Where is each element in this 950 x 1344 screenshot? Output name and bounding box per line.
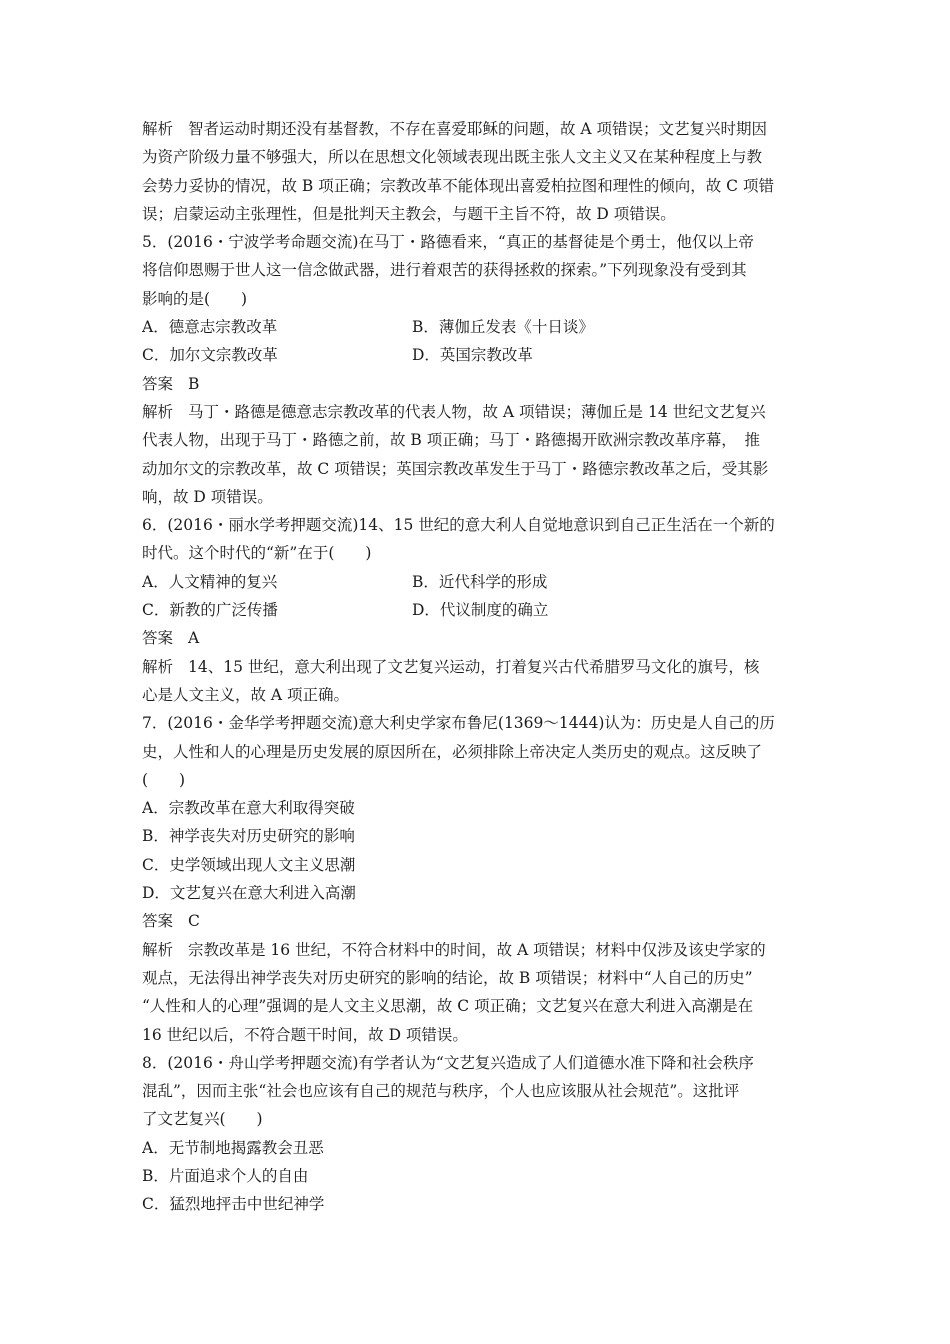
explanation-line: 16 世纪以后，不符合题干时间，故 D 项错误。 (142, 1025, 468, 1044)
option-b: B．神学丧失对历史研究的影响 (142, 827, 355, 846)
option-a: A．德意志宗教改革 (142, 318, 278, 337)
question-5-stem: 影响的是( ) (142, 289, 248, 308)
question-5-stem: 将信仰恩赐于世人这一信念做武器，进行着艰苦的获得拯救的探索。”下列现象没有受到其 (142, 261, 747, 280)
explanation-line: 解析 马丁・路德是德意志宗教改革的代表人物，故 A 项错误；薄伽丘是 14 世纪文艺复兴 (142, 398, 812, 426)
question-5-stem: 5．(2016・宁波学考命题交流)在马丁・路德看来，“真正的基督徒是个勇士，他仅以上帝 (142, 233, 754, 252)
explanation-line: 会势力妥协的情况，故 B 项正确；宗教改革不能体现出喜爱柏拉图和理性的倾向，故 C 项错 (142, 176, 774, 195)
answer-label: 答案 (142, 374, 174, 393)
explanation-label: 解析 (142, 402, 174, 421)
explanation-line: 误；启蒙运动主张理性，但是批判天主教会，与题干主旨不符，故 D 项错误。 (142, 204, 676, 223)
explanation-line: 响，故 D 项错误。 (142, 487, 273, 506)
option-d: D．代议制度的确立 (412, 601, 549, 620)
explanation-line: 代表人物，出现于马丁・路德之前，故 B 项正确；马丁・路德揭开欧洲宗教改革序幕， 推 (142, 431, 760, 450)
question-8-stem: 混乱”，因而主张“社会也应该有自己的规范与秩序，个人也应该服从社会规范”。这批评 (142, 1082, 740, 1101)
explanation-line: 解析 宗教改革是 16 世纪，不符合材料中的时间，故 A 项错误；材料中仅涉及该史学家的 (142, 936, 812, 964)
explanation-line: 心是人文主义，故 A 项正确。 (142, 685, 350, 704)
answer-line (142, 907, 812, 935)
question-5-options-row (142, 341, 812, 369)
option-c: C．加尔文宗教改革 (142, 346, 278, 365)
document-page (142, 115, 812, 1219)
explanation-line: 解析 智者运动时期还没有基督教，不存在喜爱耶稣的问题，故 A 项错误；文艺复兴时期因 (142, 115, 812, 143)
option-b: B．片面追求个人的自由 (142, 1166, 309, 1185)
option-b: B．近代科学的形成 (412, 572, 548, 591)
question-8-stem: 了文艺复兴( ) (142, 1110, 263, 1129)
explanation-line: 解析 14、15 世纪，意大利出现了文艺复兴运动，打着复兴古代希腊罗马文化的旗号，核 (142, 653, 812, 681)
answer-line (142, 624, 812, 652)
answer-label: 答案 (142, 629, 174, 648)
question-8-stem: 8．(2016・舟山学考押题交流)有学者认为“文艺复兴造成了人们道德水准下降和社会秩序 (142, 1053, 754, 1072)
answer-line (142, 370, 812, 398)
option-c: C．新教的广泛传播 (142, 601, 278, 620)
option-a: A．人文精神的复兴 (142, 572, 278, 591)
question-6-options-row (142, 568, 812, 596)
explanation-label: 解析 (142, 657, 174, 676)
option-d: D．文艺复兴在意大利进入高潮 (142, 884, 356, 903)
answer-value: C (188, 912, 200, 931)
question-5-options-row (142, 313, 812, 341)
option-b: B．薄伽丘发表《十日谈》 (412, 318, 594, 337)
explanation-line: 动加尔文的宗教改革，故 C 项错误；英国宗教改革发生于马丁・路德宗教改革之后，受其影 (142, 459, 769, 478)
option-a: A．宗教改革在意大利取得突破 (142, 799, 355, 818)
answer-label: 答案 (142, 912, 174, 931)
answer-value: A (188, 629, 200, 648)
option-c: C．猛烈地抨击中世纪神学 (142, 1195, 325, 1214)
answer-value: B (188, 374, 200, 393)
explanation-line: “人性和人的心理”强调的是人文主义思潮，故 C 项正确；文艺复兴在意大利进入高潮是在 (142, 997, 754, 1016)
question-7-stem: ( ) (142, 770, 186, 789)
explanation-line: 观点，无法得出神学丧失对历史研究的影响的结论，故 B 项错误；材料中“人自己的历史” (142, 968, 753, 987)
question-6-stem: 时代。这个时代的“新”在于( ) (142, 544, 372, 563)
question-7-stem: 7．(2016・金华学考押题交流)意大利史学家布鲁尼(1369～1444)认为：历史是人自己的历 (142, 714, 775, 733)
option-c: C．史学领域出现人文主义思潮 (142, 855, 356, 874)
option-d: D．英国宗教改革 (412, 346, 533, 365)
explanation-label: 解析 (142, 940, 174, 959)
explanation-line: 为资产阶级力量不够强大，所以在思想文化领域表现出既主张人文主义又在某种程度上与教 (142, 148, 763, 167)
explanation-label: 解析 (142, 120, 174, 138)
question-7-stem: 史，人性和人的心理是历史发展的原因所在，必须排除上帝决定人类历史的观点。这反映了 (142, 742, 763, 761)
question-6-options-row (142, 596, 812, 624)
question-6-stem: 6．(2016・丽水学考押题交流)14、15 世纪的意大利人自觉地意识到自己正生活在一个新的 (142, 516, 775, 535)
option-a: A．无节制地揭露教会丑恶 (142, 1138, 324, 1157)
